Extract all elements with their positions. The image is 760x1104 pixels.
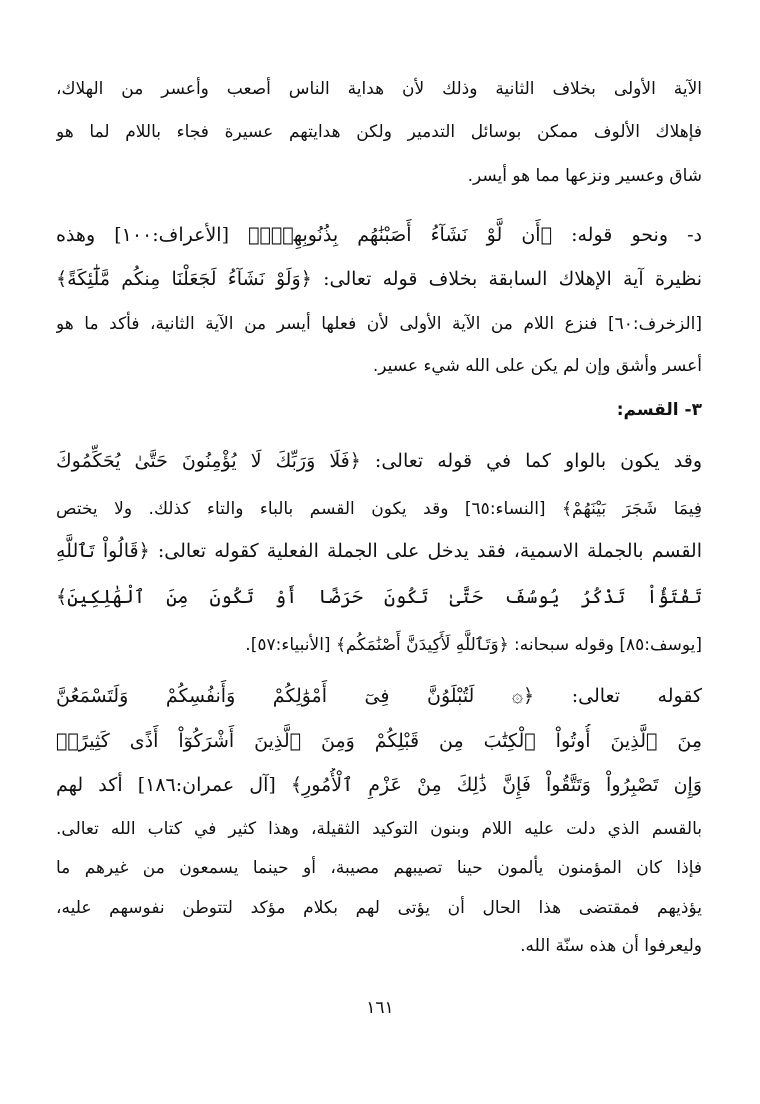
text-line: فِيمَا شَجَرَ بَيْنَهُمْ﴾ [النساء:٦٥] وقد يكون القسم بالباء والتاء كذلك. ولا يختص (56, 499, 702, 519)
section-heading: ٣- القسم: (616, 400, 702, 420)
text-line: مِنَ ٱلَّذِينَ أُوتُواْ ٱلْكِتَٰبَ مِن قَبْلِكُمْ وَمِنَ ٱلَّذِينَ أَشْرَكُوٓاْ أَذًى كَثِيرًاۚ (56, 730, 702, 752)
text-line: كقوله تعالى: ﴿۞ لَتُبْلَوُنَّ فِىٓ أَمْوَٰلِكُمْ وَأَنفُسِكُمْ وَلَتَسْمَعُنَّ (56, 685, 702, 707)
text-line: شاق وعسير ونزعها مما هو أيسر. (467, 166, 702, 186)
text-line: [يوسف:٨٥] وقوله سبحانه: ﴿وَتَٱللَّهِ لَأَكِيدَنَّ أَصْنَٰمَكُم﴾ [الأنبياء:٥٧]. (245, 635, 702, 655)
text-line: [الزخرف:٦٠] فنزع اللام من الآية الأولى لأن فعلها أيسر من الآية الثانية، فأكد ما هو (56, 314, 702, 334)
text-line: نظيرة آية الإهلاك السابقة بخلاف قوله تعالى: ﴿وَلَوْ نَشَآءُ لَجَعَلْنَا مِنكُم مَّلَٰٓئِكَةً﴾ (56, 268, 702, 290)
page-number: ١٦١ (366, 998, 394, 1018)
text-line: فإذا كان المؤمنون يألمون حينا تصيبهم مصيبة، أو حينما يسمعون من غيرهم ما (56, 858, 702, 878)
text-line: أعسر وأشق وإن لم يكن على الله شيء عسير. (372, 356, 702, 376)
text-line: وقد يكون بالواو كما في قوله تعالى: ﴿فَلَا وَرَبِّكَ لَا يُؤْمِنُونَ حَتَّىٰ يُحَكِّمُوكَ (56, 450, 702, 472)
text-line: تَفْتَؤُاْ تَذْكُرُ يُوسُفَ حَتَّىٰ تَكُونَ حَرَضًا أَوْ تَكُونَ مِنَ ٱلْهَٰلِكِينَ﴾ (56, 586, 702, 608)
text-line: د- ونحو قوله: ﴿أَن لَّوْ نَشَآءُ أَصَبْنَٰهُم بِذُنُوبِهِمْۚ﴾ [الأعراف:١٠٠] وهذه (56, 224, 702, 246)
text-line: فإهلاك الألوف ممكن بوسائل التدمير ولكن هدايتهم عسيرة فجاء باللام لما هو (56, 122, 702, 142)
text-line: بالقسم الذي دلت عليه اللام وبنون التوكيد الثقيلة، وهذا كثير في كتاب الله تعالى. (56, 819, 702, 839)
text-line: القسم بالجملة الاسمية، فقد يدخل على الجملة الفعلية كقوله تعالى: ﴿قَالُواْ تَٱللَّهِ (56, 540, 702, 562)
text-line: الآية الأولى بخلاف الثانية وذلك لأن هداية الناس أصعب وأعسر من الهلاك، (56, 79, 702, 99)
text-line: وَإِن تَصْبِرُواْ وَتَتَّقُواْ فَإِنَّ ذَٰلِكَ مِنْ عَزْمِ ٱلْأُمُورِ﴾ [آل عمران:١٨٦] أكد لهم (56, 774, 702, 796)
text-line: يؤذيهم فمقتضى هذا الحال أن يؤتى لهم بكلام مؤكد لتتوطن نفوسهم عليه، (56, 898, 702, 918)
text-line: وليعرفوا أن هذه سنّة الله. (520, 936, 702, 956)
